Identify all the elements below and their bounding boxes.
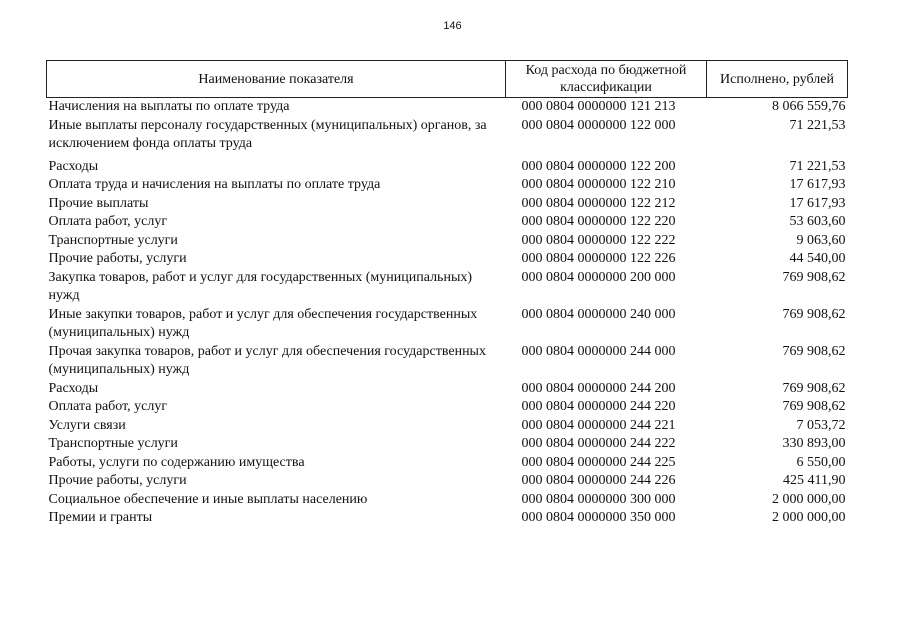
- table-row: [47, 454, 848, 473]
- indicator-name-cell: Социальное обеспечение и иные выплаты населению: [48, 491, 368, 507]
- indicator-name-cell: Расходы: [48, 380, 99, 396]
- header-indicator-name: Наименование показателя: [47, 61, 506, 98]
- amount-cell: 44 540,00: [789, 251, 846, 266]
- table-row: [47, 509, 848, 528]
- indicator-name-cell: Оплата работ, услуг: [48, 399, 168, 414]
- budget-code-cell: 000 0804 0000000 300 000: [521, 491, 676, 507]
- table-row: [47, 398, 848, 417]
- amount-cell: 8 066 559,76: [772, 99, 846, 114]
- indicator-name-cell: Прочие работы, услуги: [48, 473, 187, 488]
- table-row: [47, 98, 848, 117]
- amount-cell: 2 000 000,00: [772, 491, 846, 507]
- table-row: [47, 417, 848, 436]
- table-row: [47, 176, 848, 195]
- indicator-name-cell: Расходы: [48, 158, 99, 174]
- budget-code-cell: 000 0804 0000000 244 225: [521, 454, 676, 470]
- budget-code-cell: 000 0804 0000000 122 200: [521, 158, 676, 174]
- table-header: [47, 61, 848, 98]
- budget-code-cell: 000 0804 0000000 122 000: [521, 117, 676, 133]
- header-budget-code: Код расхода по бюджетной классификации: [506, 61, 707, 98]
- budget-code-cell: 000 0804 0000000 122 220: [521, 214, 676, 229]
- budget-code-cell: 000 0804 0000000 121 213: [521, 99, 676, 114]
- amount-cell: 9 063,60: [796, 232, 846, 248]
- amount-cell: 17 617,93: [789, 177, 846, 192]
- page-number: 146: [443, 20, 462, 32]
- amount-cell: 2 000 000,00: [772, 510, 846, 525]
- amount-cell: 7 053,72: [796, 417, 846, 433]
- table-row: [47, 380, 848, 399]
- amount-cell: 425 411,90: [783, 473, 846, 488]
- indicator-name-cell: Прочие работы, услуги: [48, 251, 187, 266]
- budget-table: [46, 60, 848, 528]
- table-row: [47, 232, 848, 251]
- table-row: [47, 435, 848, 454]
- budget-code-cell: 000 0804 0000000 122 212: [521, 195, 676, 211]
- table-body: [47, 98, 848, 528]
- budget-code-cell: 000 0804 0000000 244 221: [521, 417, 676, 433]
- table-row: [47, 343, 848, 380]
- table-row: [47, 472, 848, 491]
- budget-code-cell: 000 0804 0000000 244 200: [521, 380, 676, 396]
- budget-code-cell: 000 0804 0000000 244 220: [521, 399, 676, 414]
- amount-cell: 53 603,60: [789, 214, 846, 229]
- budget-code-cell: 000 0804 0000000 350 000: [521, 510, 676, 525]
- table-row: [47, 491, 848, 510]
- indicator-name-cell: Прочие выплаты: [48, 195, 149, 211]
- table-row: [47, 250, 848, 269]
- table-row: [47, 158, 848, 177]
- indicator-name-cell: Иные выплаты персоналу государственных (муниципальных) органов, за исключением фонда оплаты труда: [48, 117, 487, 151]
- indicator-name-cell: Оплата работ, услуг: [48, 214, 168, 229]
- table-row: [47, 269, 848, 306]
- table-row: [47, 117, 848, 158]
- amount-cell: 769 908,62: [782, 306, 846, 322]
- indicator-name-cell: Услуги связи: [48, 417, 126, 433]
- indicator-name-cell: Закупка товаров, работ и услуг для государственных (муниципальных) нужд: [48, 269, 473, 303]
- budget-code-cell: 000 0804 0000000 122 226: [521, 251, 676, 266]
- indicator-name-cell: Премии и гранты: [48, 510, 153, 525]
- budget-code-cell: 000 0804 0000000 122 210: [521, 177, 676, 192]
- indicator-name-cell: Начисления на выплаты по оплате труда: [48, 99, 290, 114]
- amount-cell: 769 908,62: [782, 380, 846, 396]
- budget-code-cell: 000 0804 0000000 244 222: [521, 436, 676, 451]
- amount-cell: 6 550,00: [796, 454, 846, 470]
- budget-code-cell: 000 0804 0000000 244 226: [521, 473, 676, 488]
- amount-cell: 71 221,53: [789, 158, 846, 174]
- amount-cell: 17 617,93: [789, 195, 846, 211]
- indicator-name-cell: Работы, услуги по содержанию имущества: [48, 454, 305, 470]
- budget-code-cell: 000 0804 0000000 122 222: [521, 232, 676, 248]
- indicator-name-cell: Транспортные услуги: [48, 436, 178, 451]
- budget-code-cell: 000 0804 0000000 200 000: [521, 269, 676, 285]
- table-row: [47, 195, 848, 214]
- amount-cell: 769 908,62: [782, 269, 846, 285]
- amount-cell: 769 908,62: [782, 343, 846, 359]
- amount-cell: 769 908,62: [782, 399, 846, 414]
- header-row: [47, 61, 848, 98]
- budget-code-cell: 000 0804 0000000 244 000: [521, 343, 676, 359]
- table-row: [47, 306, 848, 343]
- indicator-name-cell: Оплата труда и начисления на выплаты по оплате труда: [48, 177, 381, 192]
- amount-cell: 330 893,00: [782, 436, 846, 451]
- amount-cell: 71 221,53: [789, 117, 846, 133]
- budget-code-cell: 000 0804 0000000 240 000: [521, 306, 676, 322]
- indicator-name-cell: Прочая закупка товаров, работ и услуг для обеспечения государственных (муниципальных) нужд: [48, 343, 486, 377]
- table-row: [47, 213, 848, 232]
- header-executed-amount: Исполнено, рублей: [707, 61, 848, 98]
- indicator-name-cell: Транспортные услуги: [48, 232, 178, 248]
- indicator-name-cell: Иные закупки товаров, работ и услуг для обеспечения государственных (муниципальных) нужд: [48, 306, 478, 340]
